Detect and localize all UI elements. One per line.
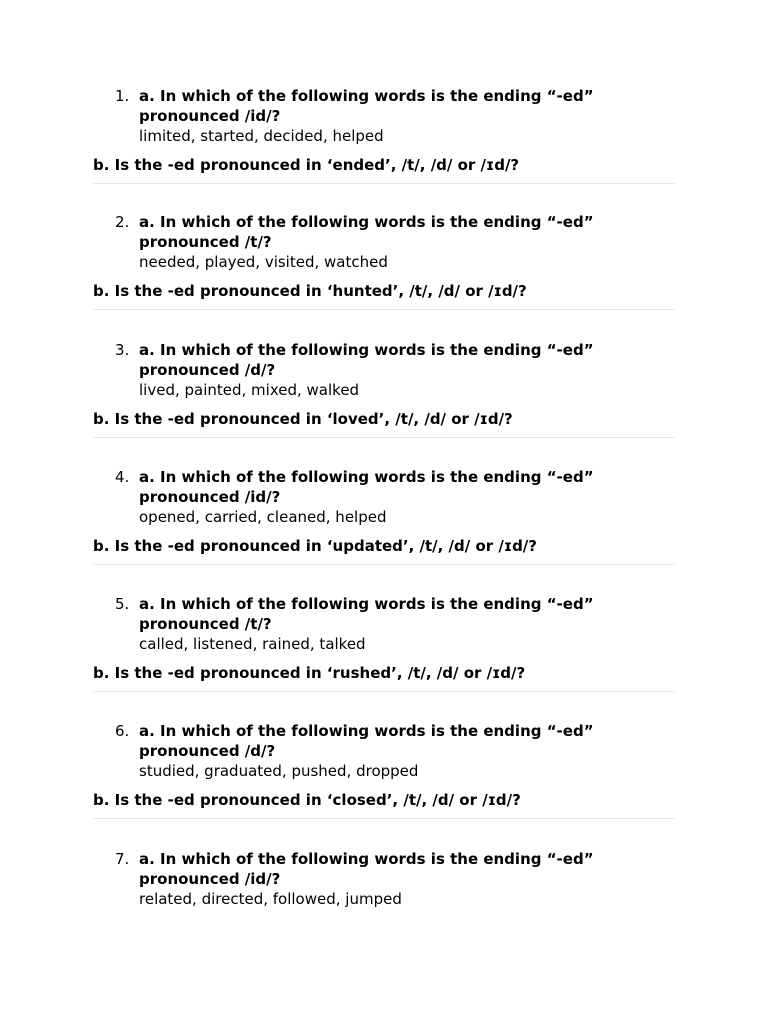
- separator-line: [93, 818, 675, 819]
- question-part-b: b. Is the -ed pronounced in ‘hunted’, /t/, /d/ or /ɪd/?: [93, 282, 527, 300]
- question-part-a: a. In which of the following words is the ending “-ed” pronounced /t/?: [139, 213, 594, 251]
- question-number: 1.: [115, 87, 130, 105]
- question-part-b: b. Is the -ed pronounced in ‘ended’, /t/, /d/ or /ɪd/?: [93, 156, 520, 174]
- separator-line: [93, 564, 675, 565]
- question-part-a: a. In which of the following words is the ending “-ed” pronounced /d/?: [139, 341, 594, 379]
- question-part-b: b. Is the -ed pronounced in ‘loved’, /t/, /d/ or /ɪd/?: [93, 410, 513, 428]
- question-number: 4.: [115, 468, 130, 486]
- question-number: 7.: [115, 850, 130, 868]
- question-part-b: b. Is the -ed pronounced in ‘rushed’, /t/, /d/ or /ɪd/?: [93, 664, 526, 682]
- question-part-a: a. In which of the following words is the ending “-ed” pronounced /id/?: [139, 468, 594, 506]
- word-options: called, listened, rained, talked: [139, 635, 366, 653]
- word-options: opened, carried, cleaned, helped: [139, 508, 387, 526]
- question-number: 5.: [115, 595, 130, 613]
- question-part-b: b. Is the -ed pronounced in ‘closed’, /t/, /d/ or /ɪd/?: [93, 791, 521, 809]
- question-number: 3.: [115, 341, 130, 359]
- word-options: limited, started, decided, helped: [139, 127, 384, 145]
- question-part-a: a. In which of the following words is the ending “-ed” pronounced /t/?: [139, 595, 594, 633]
- question-part-a: a. In which of the following words is the ending “-ed” pronounced /id/?: [139, 850, 594, 888]
- word-options: needed, played, visited, watched: [139, 253, 388, 271]
- word-options: related, directed, followed, jumped: [139, 890, 402, 908]
- word-options: studied, graduated, pushed, dropped: [139, 762, 419, 780]
- question-part-a: a. In which of the following words is the ending “-ed” pronounced /id/?: [139, 87, 594, 125]
- question-number: 6.: [115, 722, 130, 740]
- separator-line: [93, 691, 675, 692]
- separator-line: [93, 437, 675, 438]
- question-number: 2.: [115, 213, 130, 231]
- separator-line: [93, 309, 675, 310]
- word-options: lived, painted, mixed, walked: [139, 381, 360, 399]
- separator-line: [93, 183, 675, 184]
- question-part-b: b. Is the -ed pronounced in ‘updated’, /t/, /d/ or /ɪd/?: [93, 537, 537, 555]
- question-part-a: a. In which of the following words is the ending “-ed” pronounced /d/?: [139, 722, 594, 760]
